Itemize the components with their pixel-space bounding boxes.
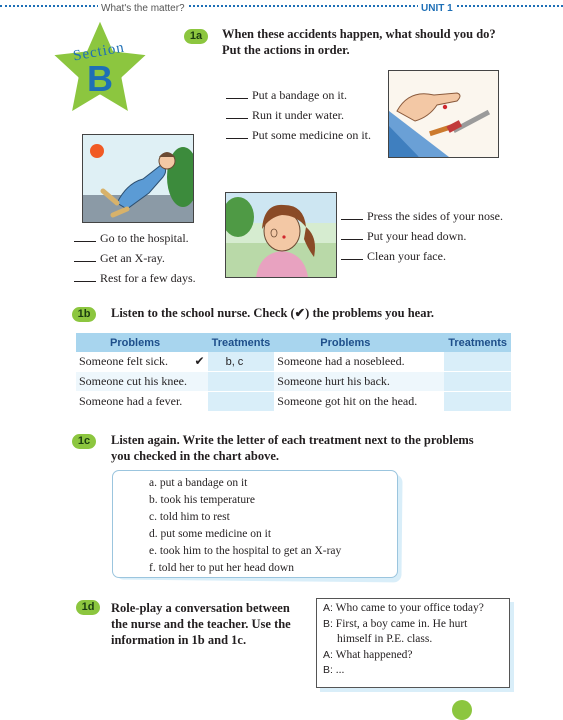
table-row [76,352,511,372]
options-box [112,470,398,578]
action-item: Press the sides of your nose. [341,209,503,223]
section-badge [45,14,155,124]
problem-cell: Someone had a fever. [76,392,192,412]
action-item: Put some medicine on it. [226,128,371,142]
action-item: Go to the hospital. [74,231,189,245]
answer-blank[interactable] [74,261,96,262]
finger-cut-icon [388,70,499,158]
answer-blank[interactable] [341,259,363,260]
list-item: d. put some medicine on it [149,528,272,540]
instruction-1a-line1: When these accidents happen, what should you do? [222,27,496,41]
problem-cell: Someone got hit on the head. [274,392,444,412]
list-item: e. took him to the hospital to get an X-ray [149,545,342,557]
exercise-badge-1b: 1b [72,307,96,322]
instruction-1a [222,26,496,58]
problems-chart [76,333,511,412]
chart-header: Problems [76,333,208,352]
unit-label: UNIT 1 [418,3,456,14]
falling-boy-icon [82,134,194,223]
check-cell[interactable] [192,392,208,412]
sample-dialog [316,598,510,688]
list-item: a. put a bandage on it [149,477,248,489]
dialog-line: B: ... [323,664,345,676]
girl-nosebleed-icon [225,192,337,278]
problem-cell: Someone hurt his back. [274,372,444,392]
problem-cell: Someone felt sick. [76,352,192,372]
answer-blank[interactable] [226,118,248,119]
action-item: Run it under water. [226,108,344,122]
answer-blank[interactable] [226,138,248,139]
answer-blank[interactable] [74,241,96,242]
chart-header: Problems [274,333,444,352]
treatment-cell[interactable] [208,372,275,392]
check-cell[interactable]: ✔ [192,352,208,372]
dialog-line: A: What happened? [323,648,413,661]
table-row [76,392,511,412]
exercise-badge-1c: 1c [72,434,96,449]
dialog-line: B: First, a boy came in. He hurt [323,617,468,630]
problem-cell: Someone cut his knee. [76,372,192,392]
exercise-badge-1a: 1a [184,29,208,44]
dialog-line: A: Who came to your office today? [323,602,484,614]
instruction-1d-line3: information in 1b and 1c. [111,633,247,647]
answer-blank[interactable] [74,281,96,282]
action-item: Clean your face. [341,249,446,263]
action-item: Put your head down. [341,229,466,243]
list-item: c. told him to rest [149,511,230,523]
instruction-1a-line2: Put the actions in order. [222,43,350,57]
section-letter: B [87,58,113,99]
action-item: Rest for a few days. [74,271,196,285]
answer-blank[interactable] [226,98,248,99]
table-row [76,372,511,392]
answer-blank[interactable] [341,239,363,240]
page-corner-decoration [452,700,472,720]
treatment-cell[interactable]: b, c [208,352,275,372]
treatment-cell[interactable] [444,352,511,372]
header-rule [0,3,563,14]
exercise-badge-1d: 1d [76,600,100,615]
instruction-1c [111,432,474,464]
instruction-1b: Listen to the school nurse. Check (✔) the problems you hear. [111,306,434,320]
chart-header: Treatments [208,333,275,352]
instruction-1d-line1: Role-play a conversation between [111,601,290,615]
check-cell[interactable] [192,372,208,392]
list-item: b. took his temperature [149,494,256,506]
treatment-cell[interactable] [444,392,511,412]
instruction-1d [111,600,291,648]
section-word: Section [71,39,126,65]
instruction-1c-line1: Listen again. Write the letter of each treatment next to the problems [111,433,474,447]
treatment-cell[interactable] [208,392,275,412]
action-item: Put a bandage on it. [226,88,347,102]
instruction-1d-line2: the nurse and the teacher. Use the [111,617,291,631]
chart-header: Treatments [444,333,511,352]
list-item: f. told her to put her head down [149,562,294,574]
action-item: Get an X-ray. [74,251,165,265]
dialog-line: himself in P.E. class. [337,633,433,645]
treatment-cell[interactable] [444,372,511,392]
problem-cell: Someone had a nosebleed. [274,352,444,372]
instruction-1c-line2: you checked in the chart above. [111,449,280,463]
treatment-options [149,475,341,577]
answer-blank[interactable] [341,219,363,220]
running-title: What's the matter? [98,3,188,14]
